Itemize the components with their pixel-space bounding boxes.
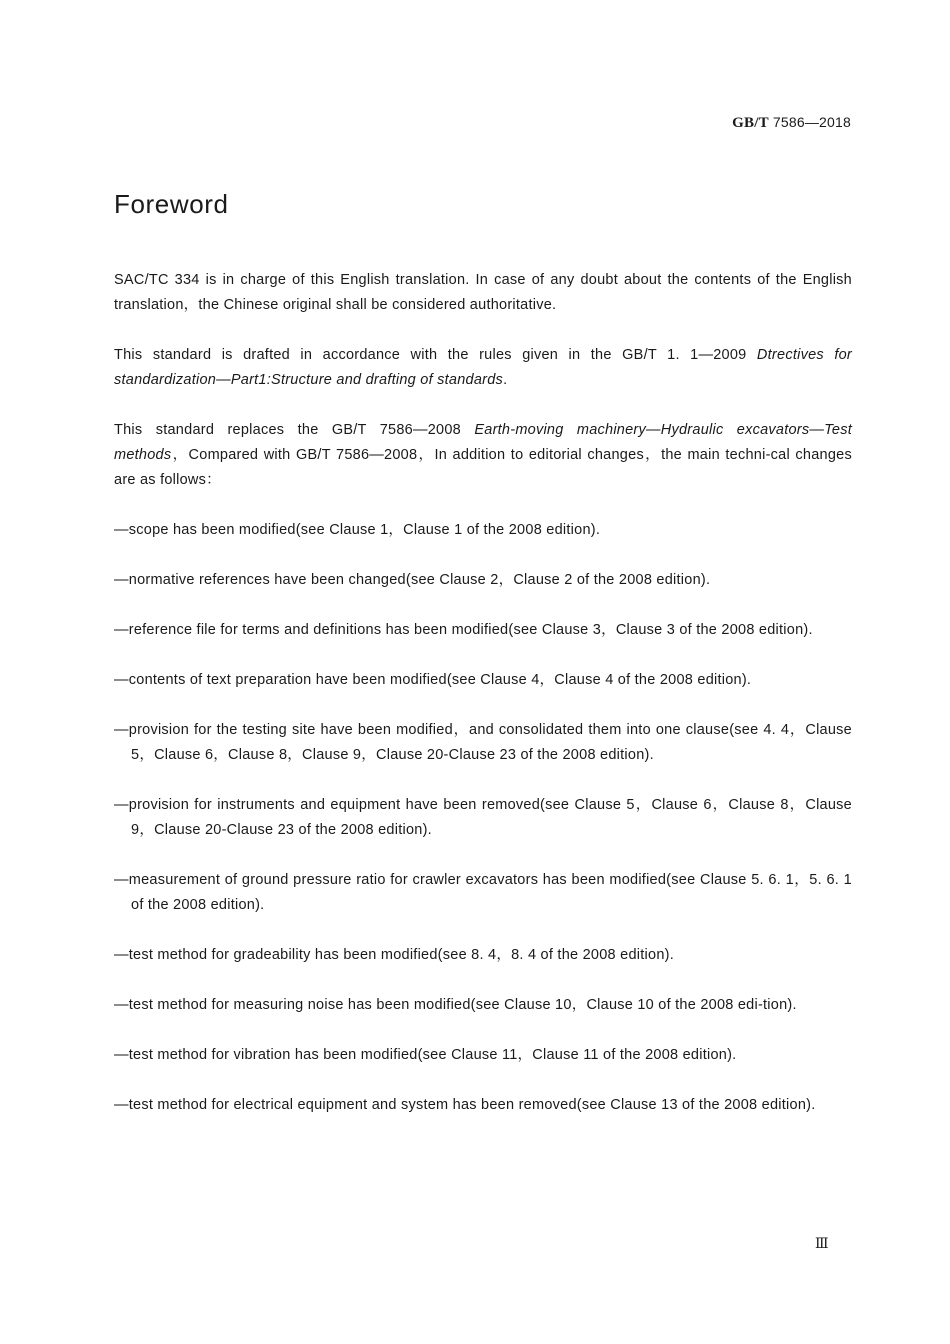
foreword-body (114, 268, 852, 1143)
change-item: —test method for electrical equipment and system has been removed(see Clause 13 of the 2008 edition). (114, 1097, 816, 1113)
page-number: Ⅲ (815, 1237, 828, 1252)
referenced-standard-title: Dtrectives for standardization—Part1:Structure and drafting of standards (114, 347, 852, 388)
change-item: —provision for the testing site have been modified，and consolidated them into one clause(see 4. 4，Clause 5，Clause 6，Clause 8，Clause 9，Clause 20-Clause 23 of the 2008 edition). (114, 722, 852, 763)
page-header (732, 114, 851, 132)
change-item: —reference file for terms and definitions has been modified(see Clause 3，Clause 3 of the 2008 edition). (114, 622, 813, 638)
replacement-paragraph: This standard replaces the GB/T 7586—2008 Earth-moving machinery—Hydraulic excavators—Test methods，Compared with GB/T 7586—2008，In addition to editorial changes，the main techni-cal changes are as follows： (114, 422, 853, 488)
change-item: —test method for measuring noise has been modified(see Clause 10，Clause 10 of the 2008 edi-tion). (114, 997, 797, 1013)
change-item: —contents of text preparation have been modified(see Clause 4，Clause 4 of the 2008 edition). (114, 672, 752, 688)
drafting-rules-paragraph: This standard is drafted in accordance with the rules given in the GB/T 1. 1—2009 Dtrectives for standardization—Part1:Structure and drafting of standards. (114, 347, 852, 388)
change-item: —provision for instruments and equipment have been removed(see Clause 5，Clause 6，Clause 8，Clause 9，Clause 20-Clause 23 of the 2008 edition). (114, 797, 852, 838)
change-item: —measurement of ground pressure ratio for crawler excavators has been modified(see Clause 5. 6. 1，5. 6. 1 of the 2008 edition). (114, 872, 852, 913)
change-item: —scope has been modified(see Clause 1，Clause 1 of the 2008 edition). (114, 522, 601, 538)
standard-number: 7586—2018 (772, 114, 851, 130)
standard-code: GB/T (732, 115, 769, 131)
change-item: —normative references have been changed(see Clause 2，Clause 2 of the 2008 edition). (114, 572, 711, 588)
change-item: —test method for gradeability has been modified(see 8. 4，8. 4 of the 2008 edition). (114, 947, 674, 963)
page-title: Foreword (114, 189, 229, 219)
change-item: —test method for vibration has been modified(see Clause 11，Clause 11 of the 2008 edition). (114, 1047, 737, 1063)
replaced-standard-title: Earth-moving machinery—Hydraulic excavators—Test methods (114, 422, 853, 463)
translation-note-paragraph: SAC/TC 334 is in charge of this English translation. In case of any doubt about the contents of the English translation，the Chinese original shall be considered authoritative. (114, 272, 852, 313)
